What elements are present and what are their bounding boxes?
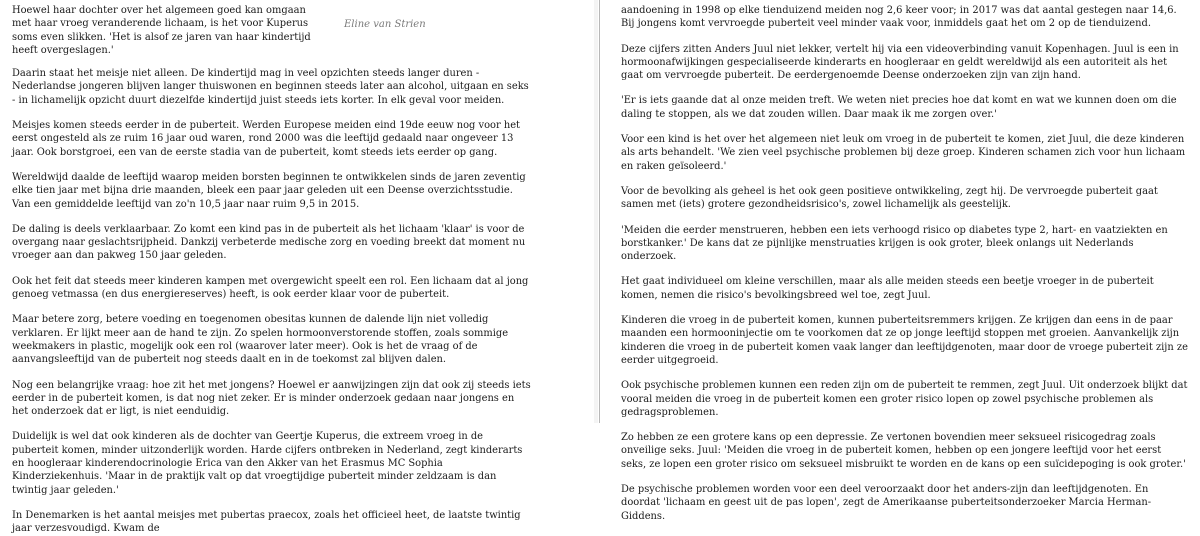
paragraph: Daarin staat het meisje niet alleen. De kindertijd mag in veel opzichten steeds langer duren - Nederlandse jongeren blijven langer thuiswonen en beginnen steeds later aan alcohol, uitgaan en seks - in lichamelijk opzicht duurt diezelfde kindertijd juist steeds iets korter. In elk geval voor meiden. [12,68,529,106]
paragraph: Voor een kind is het over het algemeen niet leuk om vroeg in de puberteit te komen, ziet Juul, die deze kinderen als arts behandelt. 'We zien veel psychische problemen bij deze groep. Kinderen schamen zich voor hun lichaam en raken geïsoleerd.' [621,134,1186,172]
author-byline: Eline van Strien [344,19,426,30]
paragraph: Ook het feit dat steeds meer kinderen kampen met overgewicht speelt een rol. Een lichaam dat al jong genoeg vetmassa (en dus energiereserves) heeft, is ook eerder klaar voor de puberteit. [12,275,529,301]
paragraph: De daling is deels verklaarbaar. Zo komt een kind pas in de puberteit als het lichaam 'klaar' is voor de overgang naar geslachtsrijpheid. Dankzij verbeterde medische zorg en voeding breekt dat moment nu vroeger aan dan pakweg 150 jaar geleden. [12,223,526,262]
paragraph: Het gaat individueel om kleine verschillen, maar als alle meiden steeds een beetje vroeger in de puberteit komen, nemen die risico's bevolkingsbreed wel toe, zegt Juul. [621,276,1154,301]
paragraph: Wereldwijd daalde de leeftijd waarop meiden borsten beginnen te ontwikkelen sinds de jaren zeventig elke tien jaar met bijna drie maanden, bleek een paar jaar geleden uit een Deense overzichtsstudie. Van een gemiddelde leeftijd van zo'n 10,5 jaar naar ruim 9,5 in 2015. [12,171,526,210]
paragraph: Ook psychische problemen kunnen een reden zijn om de puberteit te remmen, zegt Juul. Uit onderzoek blijkt dat vooral meiden die vroeg in de puberteit komen een groter risico lopen op zowel psychische problemen als gedragsproblemen. [621,380,1188,418]
scrollbar[interactable] [594,0,598,423]
left-column [12,4,532,536]
page-divider [599,0,600,423]
paragraph: 'Er is iets gaande dat al onze meiden treft. We weten niet precies hoe dat komt en wat we kunnen doen om die daling te stoppen, als we dat zouden willen. Daar maak ik me zorgen over.' [621,95,1177,120]
right-page [606,0,1200,522]
paragraph: Duidelijk is wel dat ook kinderen als de dochter van Geertje Kuperus, die extreem vroeg in de puberteit komen, minder uitzonderlijk worden. Harde cijfers ontbreken in Nederland, zegt kinderarts en hoogleraar kinderendocrinologie Erica van den Akker van het Erasmus MC Sophia Kinderziekenhuis. 'Maar in de praktijk valt op dat vroegtijdige puberteit minder zeldzaam is dan twintig jaar geleden.' [12,431,523,496]
paragraph: Meisjes komen steeds eerder in de puberteit. Werden Europese meiden eind 19de eeuw nog voor het eerst ongesteld als ze ruim 16 jaar oud waren, rond 2000 was die leeftijd gedaald naar ongeveer 13 jaar. Ook borstgroei, een van de eerste stadia van de puberteit, komt steeds iets eerder op gang. [12,120,521,158]
paragraph: Kinderen die vroeg in de puberteit komen, kunnen puberteitsremmers krijgen. Ze krijgen dan eens in de paar maanden een hormooninjectie om te voorkomen dat ze op jonge leeftijd stoppen met groeien. Aanvankelijk zijn kinderen die vroeg in de puberteit komen vaak langer dan leeftijdgenoten, maar door de vroege puberteit zijn ze eerder uitgegroeid. [621,315,1188,366]
paragraph: Zo hebben ze een grotere kans op een depressie. Ze vertonen bovendien meer seksueel risicogedrag zoals onveilige seks. Juul: 'Meiden die vroeg in de puberteit komen, hebben op een jongere leeftijd voor het eerst seks, ze lopen een groter risico om seksueel misbruikt te worden en de kans op een suïcidepoging is ook groter.' [621,432,1186,470]
paragraph: Maar betere zorg, betere voeding en toegenomen obesitas kunnen de dalende lijn niet volledig verklaren. Er lijkt meer aan de hand te zijn. Zo spelen hormoonverstorende stoffen, zoals sommige weekmakers in plastic, mogelijk ook een rol (waarover later meer). Ook is het de vraag of de aanvangsleeftijd van de puberteit nog steeds daalt en in de toekomst zal blijven dalen. [12,314,509,366]
byline-row [12,4,532,57]
paragraph: Voor de bevolking als geheel is het ook geen positieve ontwikkeling, zegt hij. De vervroegde puberteit gaat samen met (iets) grotere gezondheidsrisico's, zowel lichamelijk als geestelijk. [621,185,1158,211]
paragraph: De psychische problemen worden voor een deel veroorzaakt door het anders-zijn dan leeftijdgenoten. En doordat 'lichaam en geest uit de pas lopen', zegt de Amerikaanse puberteitsonderzoeker Marcia Herman-Giddens. [621,484,1152,522]
paragraph: Nog een belangrijke vraag: hoe zit het met jongens? Hoewel er aanwijzingen zijn dat ook zij steeds iets eerder in de puberteit komen, is dat nog niet zeker. Er is minder onderzoek gedaan naar jongens en het onderzoek dat er ligt, is niet eenduidig. [12,379,531,418]
paragraph: 'Meiden die eerder menstrueren, hebben een iets verhoogd risico op diabetes type 2, hart- en vaatziekten en borstkanker.' De kans dat ze pijnlijke menstruaties krijgen is ook groter, bleek onlangs uit Nederlands onderzoek. [621,224,1168,263]
paragraph: aandoening in 1998 op elke tienduizend meiden nog 2,6 keer voor; in 2017 was dat aantal gestegen naar 14,6. Bij jongens komt vervroegde puberteit veel minder vaak voor, inmiddels gaat het om 2 op de tienduizend. [621,5,1177,30]
right-column [621,4,1189,523]
paragraph: Deze cijfers zitten Anders Juul niet lekker, vertelt hij via een videoverbinding vanuit Kopenhagen. Juul is een in hormoonafwijkingen gespecialiseerde kinderarts en hoogleraar en geldt wereldwijd als een autoriteit als het gaat om vervroegde puberteit. De eerdergenoemde Deense onderzoeken zijn van zijn hand. [621,43,1179,82]
paragraph: In Denemarken is het aantal meisjes met pubertas praecox, zoals het officieel heet, de laatste twintig jaar verzesvoudigd. Kwam de [12,509,521,535]
left-page [0,0,594,535]
paragraph: Hoewel haar dochter over het algemeen goed kan omgaan met haar vroeg veranderende lichaam, is het voor Kuperus soms even slikken. 'Het is alsof ze jaren van haar kindertijd heeft overgeslagen.' [12,5,311,56]
